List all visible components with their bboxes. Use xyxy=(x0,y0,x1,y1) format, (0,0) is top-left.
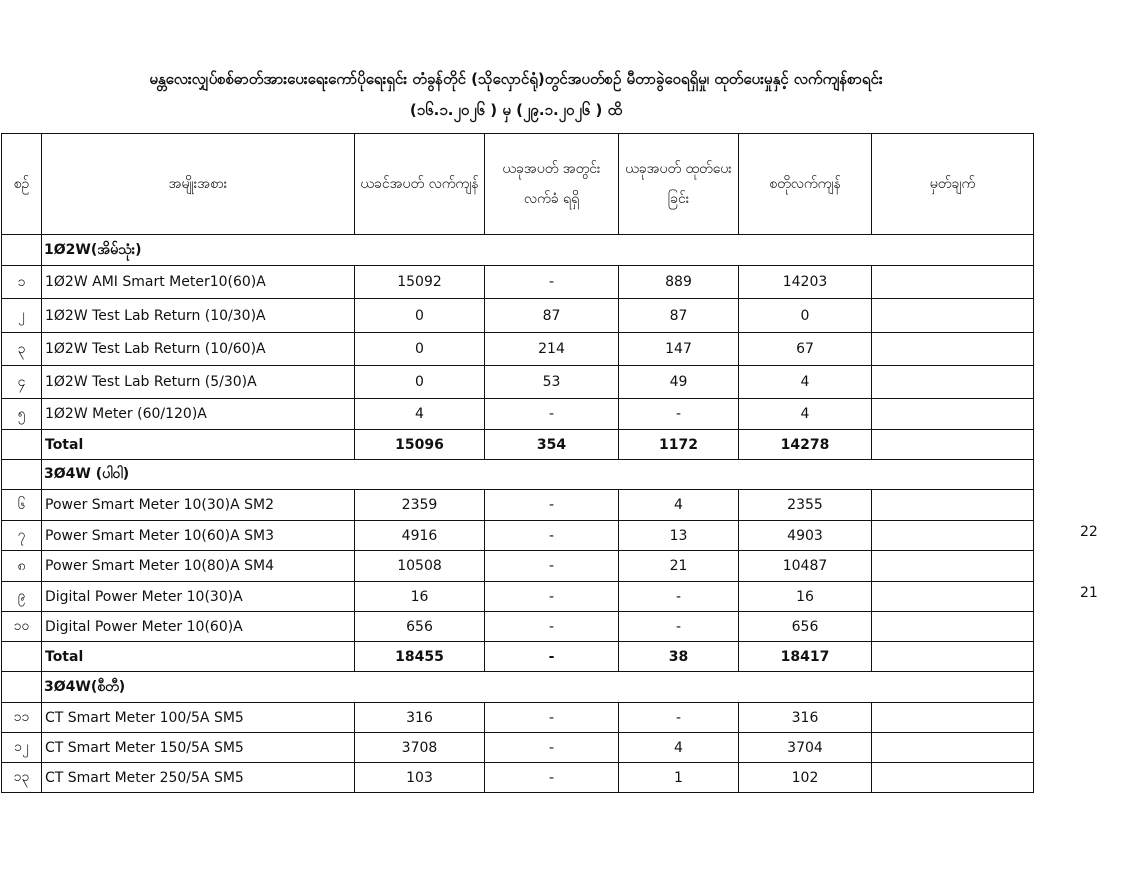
row-name: CT Smart Meter 250/5A SM5 xyxy=(42,763,355,793)
row-received: 53 xyxy=(485,366,619,399)
row-issued: 13 xyxy=(619,521,739,551)
section-title: 3Ø4W (ပါဝါ) xyxy=(42,460,1034,490)
section-row xyxy=(2,672,1034,703)
section-title: 3Ø4W(စီတီ) xyxy=(42,672,1034,703)
total-balance: 14278 xyxy=(739,430,872,460)
table-row xyxy=(2,521,1034,551)
row-issued: 147 xyxy=(619,333,739,366)
row-issued: 21 xyxy=(619,551,739,582)
row-name: 1Ø2W Test Lab Return (5/30)A xyxy=(42,366,355,399)
row-balance: 316 xyxy=(739,703,872,733)
row-name: Digital Power Meter 10(60)A xyxy=(42,612,355,642)
row-balance: 3704 xyxy=(739,733,872,763)
row-prev: 103 xyxy=(355,763,485,793)
total-row xyxy=(2,642,1034,672)
row-prev: 4 xyxy=(355,399,485,430)
row-no: ၂ xyxy=(2,299,42,333)
row-prev: 15092 xyxy=(355,266,485,299)
total-label: Total xyxy=(42,642,355,672)
row-no: ၅ xyxy=(2,399,42,430)
report-title: မန္တလေးလျှပ်စစ်ဓာတ်အားပေးရေးကော်ပိုရေးရှင်း တံခွန်တိုင် (သိုလှောင်ရုံ)တွင်အပတ်စဉ် မီတာခွဲဝေရရှိမှု၊ ထုတ်ပေးမှုနှင့် လက်ကျန်စာရင်း xyxy=(149,70,883,88)
row-name: CT Smart Meter 150/5A SM5 xyxy=(42,733,355,763)
total-received: - xyxy=(485,642,619,672)
row-issued: - xyxy=(619,399,739,430)
section-row xyxy=(2,235,1034,266)
row-issued: - xyxy=(619,612,739,642)
table-row xyxy=(2,399,1034,430)
row-remark xyxy=(872,490,1034,521)
total-issued: 38 xyxy=(619,642,739,672)
row-balance: 4 xyxy=(739,399,872,430)
row-issued: 1 xyxy=(619,763,739,793)
header-type: အမျိုးအစား xyxy=(42,134,355,235)
row-received: - xyxy=(485,490,619,521)
row-balance: 4 xyxy=(739,366,872,399)
table-row xyxy=(2,333,1034,366)
row-remark xyxy=(872,612,1034,642)
row-no: ၄ xyxy=(2,366,42,399)
row-name: Power Smart Meter 10(30)A SM2 xyxy=(42,490,355,521)
row-received: - xyxy=(485,703,619,733)
row-received: - xyxy=(485,733,619,763)
header-no: စဉ် xyxy=(2,134,42,235)
row-received: - xyxy=(485,612,619,642)
row-received: - xyxy=(485,551,619,582)
row-received: - xyxy=(485,763,619,793)
table-row xyxy=(2,266,1034,299)
row-no: ၁၃ xyxy=(2,763,42,793)
table-row xyxy=(2,490,1034,521)
row-prev: 4916 xyxy=(355,521,485,551)
total-prev: 18455 xyxy=(355,642,485,672)
row-remark xyxy=(872,703,1034,733)
row-balance: 10487 xyxy=(739,551,872,582)
row-received: 87 xyxy=(485,299,619,333)
row-no: ၇ xyxy=(2,521,42,551)
table-header-row xyxy=(2,134,1034,235)
row-prev: 2359 xyxy=(355,490,485,521)
table-row xyxy=(2,703,1034,733)
row-prev: 3708 xyxy=(355,733,485,763)
total-balance: 18417 xyxy=(739,642,872,672)
meter-inventory-table xyxy=(1,133,1034,793)
header-prev-balance: ယခင်အပတ် လက်ကျန် xyxy=(355,134,485,235)
total-issued: 1172 xyxy=(619,430,739,460)
row-balance: 0 xyxy=(739,299,872,333)
row-name: 1Ø2W Meter (60/120)A xyxy=(42,399,355,430)
row-received: 214 xyxy=(485,333,619,366)
table-row xyxy=(2,299,1034,333)
row-issued: 889 xyxy=(619,266,739,299)
row-balance: 67 xyxy=(739,333,872,366)
row-remark xyxy=(872,733,1034,763)
header-received: ယခုအပတ် အတွင်းလက်ခံ ရရှိ xyxy=(485,134,619,235)
table-row xyxy=(2,582,1034,612)
row-remark xyxy=(872,763,1034,793)
row-balance: 16 xyxy=(739,582,872,612)
row-issued: 87 xyxy=(619,299,739,333)
row-received: - xyxy=(485,521,619,551)
table-row xyxy=(2,366,1034,399)
total-prev: 15096 xyxy=(355,430,485,460)
row-no: ၁၂ xyxy=(2,733,42,763)
row-no: ၁ xyxy=(2,266,42,299)
total-label: Total xyxy=(42,430,355,460)
total-row xyxy=(2,430,1034,460)
row-remark xyxy=(872,551,1034,582)
section-row xyxy=(2,460,1034,490)
row-name: CT Smart Meter 100/5A SM5 xyxy=(42,703,355,733)
row-no: ၉ xyxy=(2,582,42,612)
row-no: ၈ xyxy=(2,551,42,582)
row-prev: 316 xyxy=(355,703,485,733)
row-prev: 0 xyxy=(355,299,485,333)
row-remark xyxy=(872,266,1034,299)
row-balance: 102 xyxy=(739,763,872,793)
row-balance: 2355 xyxy=(739,490,872,521)
row-remark xyxy=(872,299,1034,333)
row-balance: 656 xyxy=(739,612,872,642)
row-remark xyxy=(872,399,1034,430)
table-row xyxy=(2,733,1034,763)
row-issued: - xyxy=(619,582,739,612)
row-balance: 4903 xyxy=(739,521,872,551)
row-prev: 16 xyxy=(355,582,485,612)
row-name: 1Ø2W AMI Smart Meter10(60)A xyxy=(42,266,355,299)
table-row xyxy=(2,763,1034,793)
table-row xyxy=(2,612,1034,642)
row-issued: - xyxy=(619,703,739,733)
table-row xyxy=(2,551,1034,582)
row-remark xyxy=(872,582,1034,612)
row-issued: 4 xyxy=(619,733,739,763)
row-balance: 14203 xyxy=(739,266,872,299)
row-name: Digital Power Meter 10(30)A xyxy=(42,582,355,612)
section-title: 1Ø2W(အိမ်သုံး) xyxy=(42,235,1034,266)
header-balance: စတိုလက်ကျန် xyxy=(739,134,872,235)
row-received: - xyxy=(485,582,619,612)
row-no: ၆ xyxy=(2,490,42,521)
row-remark xyxy=(872,366,1034,399)
side-note: 22 xyxy=(1080,524,1098,540)
report-date-range: (၁၆.၁.၂၀၂၆ ) မှ (၂၉.၁.၂၀၂၆ ) ထိ xyxy=(409,101,623,119)
row-received: - xyxy=(485,399,619,430)
row-prev: 0 xyxy=(355,333,485,366)
header-issued: ယခုအပတ် ထုတ်ပေးခြင်း xyxy=(619,134,739,235)
row-name: 1Ø2W Test Lab Return (10/60)A xyxy=(42,333,355,366)
row-received: - xyxy=(485,266,619,299)
row-no: ၁၁ xyxy=(2,703,42,733)
row-prev: 0 xyxy=(355,366,485,399)
row-name: Power Smart Meter 10(60)A SM3 xyxy=(42,521,355,551)
side-note: 21 xyxy=(1080,585,1098,601)
header-remark: မှတ်ချက် xyxy=(872,134,1034,235)
row-remark xyxy=(872,333,1034,366)
row-remark xyxy=(872,521,1034,551)
total-received: 354 xyxy=(485,430,619,460)
row-name: Power Smart Meter 10(80)A SM4 xyxy=(42,551,355,582)
row-issued: 49 xyxy=(619,366,739,399)
row-no: ၃ xyxy=(2,333,42,366)
row-prev: 656 xyxy=(355,612,485,642)
row-issued: 4 xyxy=(619,490,739,521)
row-name: 1Ø2W Test Lab Return (10/30)A xyxy=(42,299,355,333)
row-no: ၁၀ xyxy=(2,612,42,642)
row-prev: 10508 xyxy=(355,551,485,582)
